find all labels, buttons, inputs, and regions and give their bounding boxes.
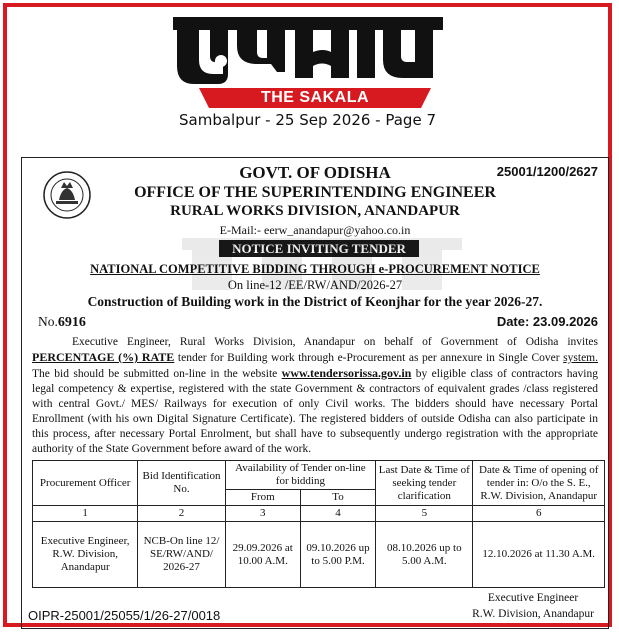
cell-clarification: 08.10.2026 up to 5.00 A.M. — [376, 522, 473, 588]
masthead — [7, 7, 608, 135]
header-to: To — [300, 490, 375, 506]
header-from: From — [225, 490, 300, 506]
body-text-4: by eligible class of contractors having legal competency & expertise, registered with the state Government & contractors of equivalent grades /class registered with central Govt./ MES/ Railways for execution of only Civil works. The bidders should have necessary Portal Enrollment (with his own Digital Signature Certificate). The registered bidders of outside Odisha can also participate in this process, after necessary Portal Enrolment, but shall have to subsequently undergo registration with the appropriate authority of the State Government before award of the work. — [32, 368, 599, 455]
signature-title: Executive Engineer — [487, 592, 579, 604]
signature-office: R.W. Division, Anandapur — [472, 608, 594, 620]
website-link: www.tendersorissa.gov.in — [281, 366, 412, 380]
office-heading: OFFICE OF THE SUPERINTENDING ENGINEER — [134, 184, 496, 201]
header-bid: Bid Identification No. — [138, 461, 225, 506]
body-paragraph — [32, 335, 598, 457]
tender-schedule-table — [32, 460, 605, 588]
notice-date: Date: 23.09.2026 — [496, 314, 598, 329]
govt-heading: GOVT. OF ODISHA — [239, 163, 391, 182]
body-text-3: The bid should be submitted on-line in the website — [32, 368, 278, 380]
header-clarification: Last Date & Time of seeking tender clarification — [376, 461, 473, 506]
body-text-2: tender for Building work through e-Procurement as per annexure in Single Cover — [177, 352, 560, 364]
cell-from: 29.09.2026 at 10.00 A.M. — [225, 522, 300, 588]
sakala-logo — [169, 11, 451, 85]
reference-code: 25001/1200/2627 — [496, 164, 598, 179]
rate-type: PERCENTAGE (%) RATE — [32, 350, 175, 364]
col-number: 6 — [473, 506, 605, 522]
tender-notice — [21, 157, 609, 629]
col-number: 3 — [225, 506, 300, 522]
cell-to: 09.10.2026 up to 5.00 P.M. — [300, 522, 375, 588]
number-value: 6916 — [57, 315, 86, 330]
body-text-1: Executive Engineer, Rural Works Division, Anandapur on behalf of Government of Odisha invites — [72, 336, 598, 348]
cell-officer: Executive Engineer, R.W. Division, Anandapur — [33, 522, 138, 588]
online-reference: On line-12 /EE/RW/AND/2026-27 — [227, 278, 403, 292]
oipr-reference: OIPR-25001/25055/1/26-27/0018 — [28, 608, 221, 623]
notice-body — [32, 335, 598, 457]
email-line: E-Mail:- eerw_anandapur@yahoo.co.in — [219, 223, 411, 237]
col-number: 5 — [376, 506, 473, 522]
table-row — [33, 522, 605, 588]
cell-opening: 12.10.2026 at 11.30 A.M. — [473, 522, 605, 588]
division-heading: RURAL WORKS DIVISION, ANANDAPUR — [170, 203, 460, 219]
cell-bid: NCB-On line 12/ SE/RW/AND/ 2026-27 — [138, 522, 225, 588]
newspaper-clipping — [3, 3, 612, 627]
edition-line: Sambalpur - 25 Sep 2026 - Page 7 — [179, 111, 436, 129]
number-label: No. — [38, 314, 58, 329]
notice-subtitle: NATIONAL COMPETITIVE BIDDING THROUGH e-PROCUREMENT NOTICE — [90, 262, 540, 276]
col-number: 1 — [33, 506, 138, 522]
header-opening: Date & Time of opening of tender in: O/o the S. E., R.W. Division, Anandapur — [473, 461, 605, 506]
construction-line: Construction of Building work in the District of Keonjhar for the year 2026-27. — [87, 294, 543, 309]
notice-number — [38, 314, 86, 331]
header-officer: Procurement Officer — [33, 461, 138, 506]
header-availability: Availability of Tender on-line for bidding — [225, 461, 376, 490]
table-number-row — [33, 506, 605, 522]
col-number: 2 — [138, 506, 225, 522]
table-header-row — [33, 461, 605, 490]
col-number: 4 — [300, 506, 375, 522]
brand-subtitle: THE SAKALA — [260, 89, 370, 106]
notice-title: NOTICE INVITING TENDER — [232, 241, 406, 256]
system-word: system. — [563, 352, 598, 364]
signature-block — [472, 590, 594, 622]
